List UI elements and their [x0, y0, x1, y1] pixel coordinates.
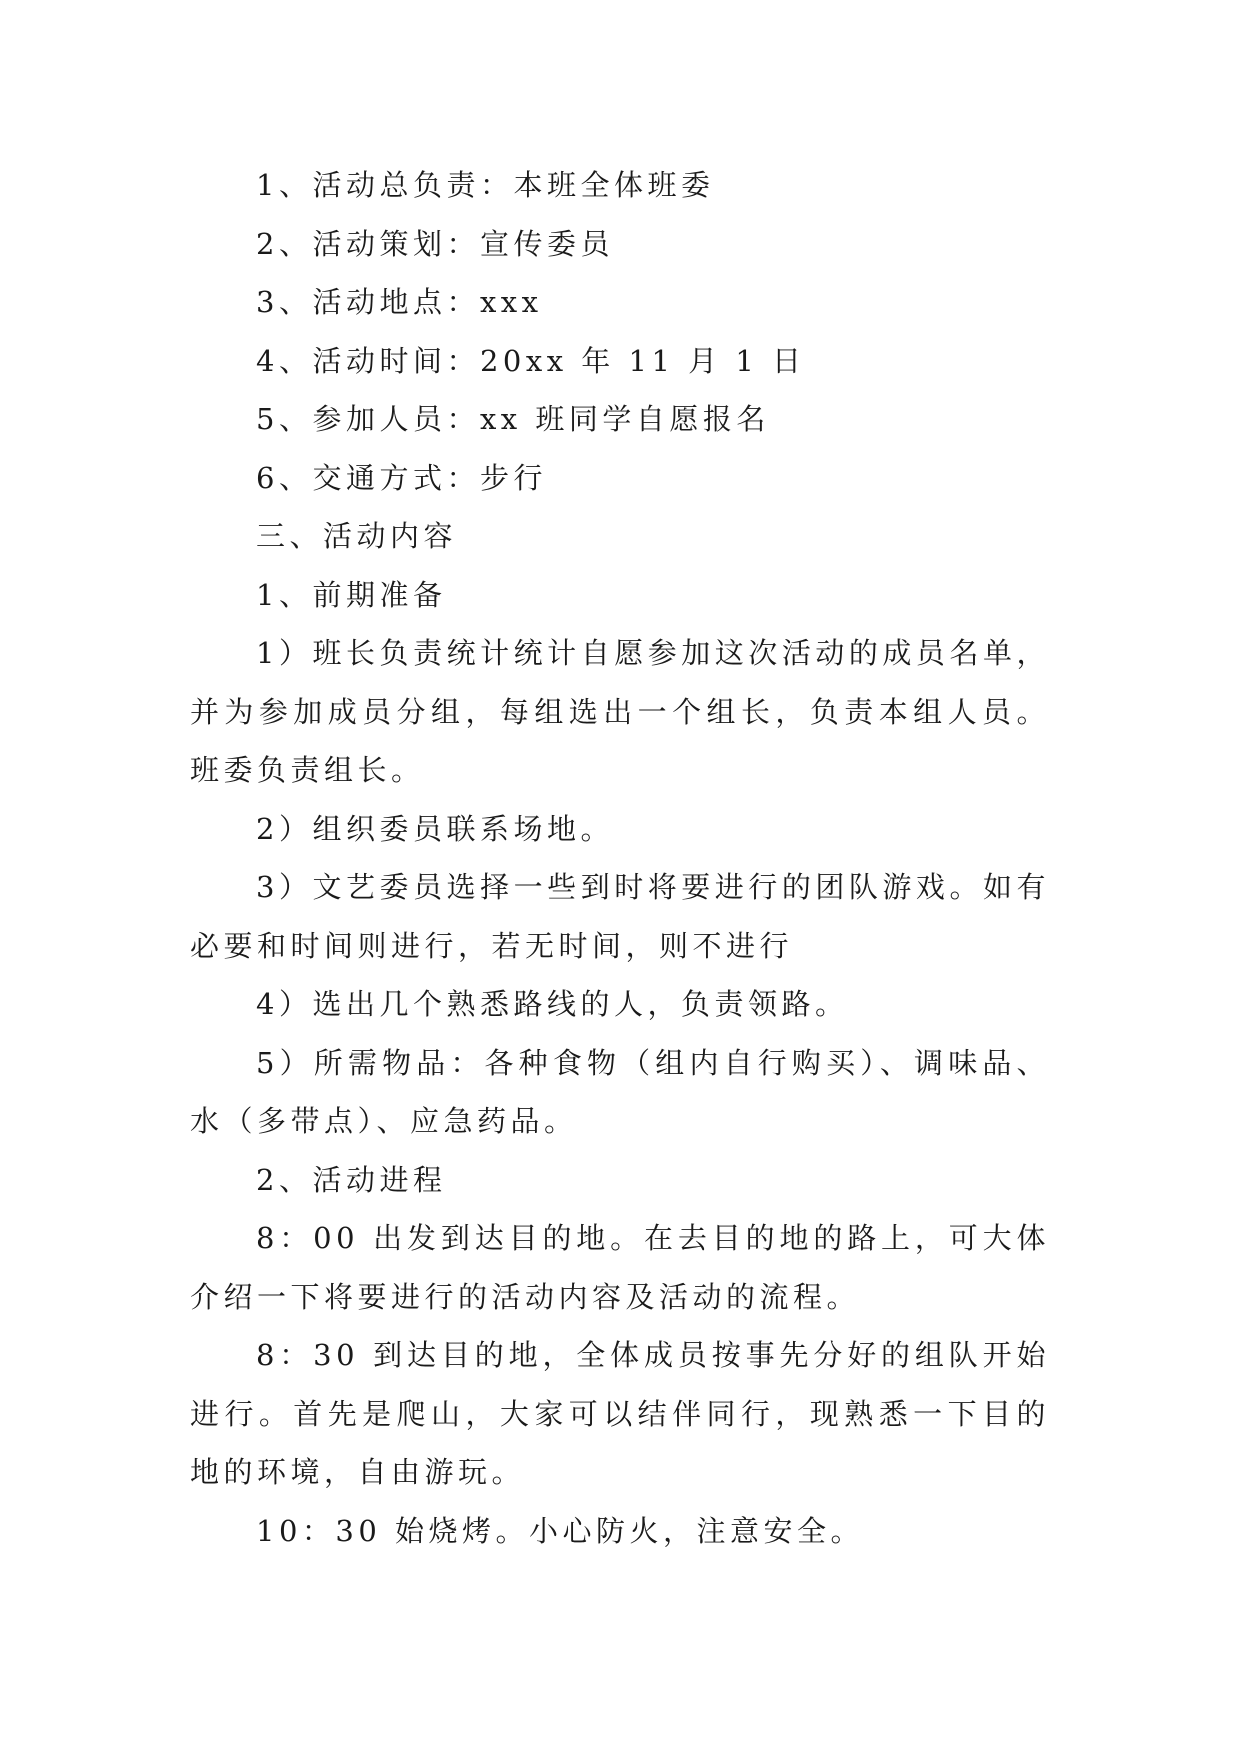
- paragraph-prep-step-5: [190, 1034, 1050, 1151]
- subheading-preparation: 1、前期准备: [256, 577, 447, 612]
- prep-step-3-line-1: 3）文艺委员选择一些到时将要进行的团队游戏。如有: [256, 870, 1050, 904]
- paragraph-activity-location: 3、活动地点：xxx: [256, 285, 543, 319]
- paragraph-prep-step-4: 4）选出几个熟悉路线的人，负责领路。: [256, 987, 849, 1021]
- schedule-0830-line-1: 8：30 到达目的地，全体成员按事先分好的组队开始进: [190, 1338, 1050, 1431]
- paragraph-prep-step-2: 2）组织委员联系场地。: [256, 811, 614, 846]
- schedule-0830-line-2: 行。首先是爬山，大家可以结伴同行，现熟悉一下目的地的: [190, 1396, 1050, 1489]
- document-body: [190, 156, 1050, 1560]
- prep-step-5-line-2: （多带点）、应急药品。: [223, 1104, 578, 1138]
- subheading-activity-process: 2、活动进程: [256, 1162, 447, 1197]
- prep-step-5-line-1: 5）所需物品：各种食物（组内自行购买）、调味品、水: [190, 1045, 1050, 1138]
- prep-step-3-line-2: 必要和时间则进行，若无时间，则不进行: [190, 928, 794, 963]
- schedule-0800-line-2: 绍一下将要进行的活动内容及活动的流程。: [223, 1279, 861, 1314]
- paragraph-activity-leader: 1、活动总负责：本班全体班委: [256, 168, 715, 202]
- paragraph-activity-planner: 2、活动策划：宣传委员: [256, 226, 614, 261]
- prep-step-1-line-2: 并为参加成员分组，每组选出一个组长，负责本组人员。班: [190, 694, 1050, 787]
- schedule-0800-line-1: 8：00 出发到达目的地。在去目的地的路上，可大体介: [190, 1221, 1050, 1314]
- paragraph-activity-time: 4、活动时间：20xx 年 11 月 1 日: [256, 343, 806, 378]
- prep-step-1-line-3: 委负责组长。: [223, 753, 425, 787]
- prep-step-1-line-1: 1）班长负责统计统计自愿参加这次活动的成员名单，: [256, 636, 1050, 670]
- paragraph-transport: 6、交通方式：步行: [256, 460, 547, 495]
- paragraph-schedule-0830: [190, 1326, 1050, 1502]
- paragraph-schedule-0800: [190, 1209, 1050, 1326]
- paragraph-schedule-1030: 10：30 始烧烤。小心防火，注意安全。: [256, 1513, 865, 1548]
- paragraph-prep-step-1: [190, 624, 1050, 800]
- paragraph-participants: 5、参加人员：xx 班同学自愿报名: [256, 402, 770, 436]
- section-heading-activity-content: 三、活动内容: [256, 519, 458, 553]
- paragraph-prep-step-3: [190, 858, 1050, 975]
- schedule-0830-line-3: 环境，自由游玩。: [257, 1455, 526, 1489]
